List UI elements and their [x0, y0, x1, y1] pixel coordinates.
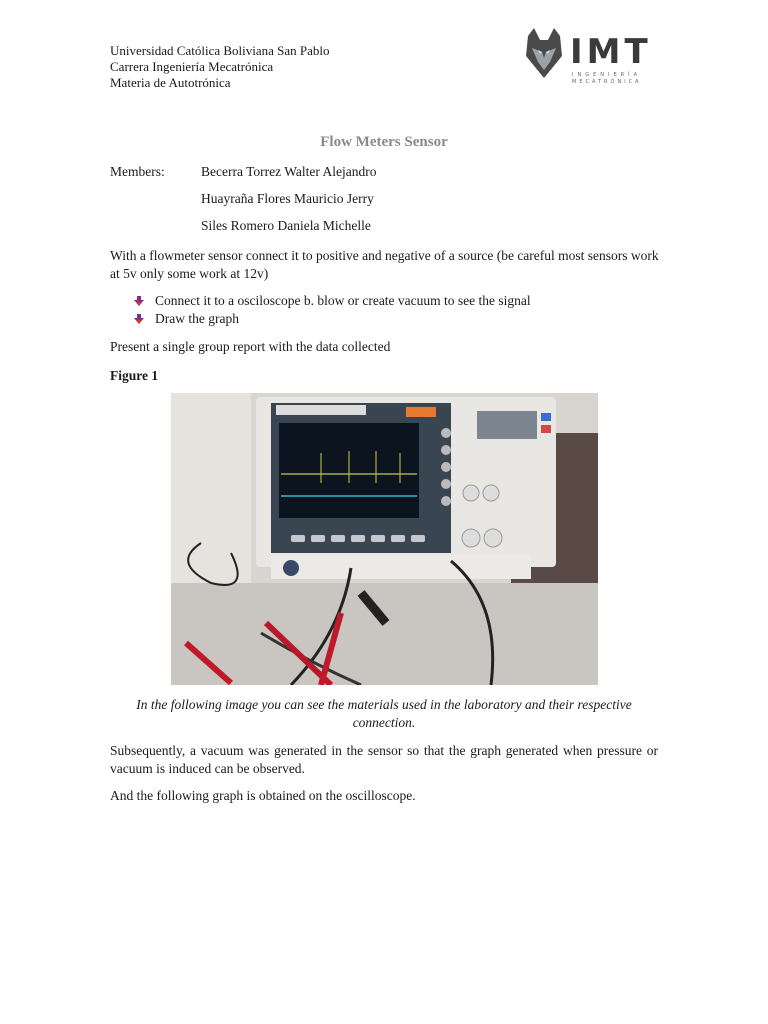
course-name: Materia de Autotrónica	[110, 75, 231, 90]
career-name: Carrera Ingeniería Mecatrónica	[110, 59, 274, 74]
document-title: Flow Meters Sensor	[320, 134, 448, 150]
body-paragraph: And the following graph is obtained on the oscilloscope.	[110, 788, 416, 803]
arrow-bullet-icon	[133, 313, 145, 325]
logo-sub1: INGENIERÍA	[572, 72, 641, 78]
university-name: Universidad Católica Boliviana San Pablo	[110, 43, 330, 58]
logo-sub2: MECATRÓNICA	[572, 79, 642, 85]
figure-caption: In the following image you can see the materials used in the laboratory and their respective connection.	[136, 697, 632, 730]
arrow-bullet-icon	[133, 295, 145, 307]
report-note: Present a single group report with the data collected	[110, 339, 391, 354]
figure-label: Figure 1	[110, 368, 159, 383]
list-item	[133, 310, 239, 328]
imt-logo	[520, 26, 660, 90]
member-name: Huayraña Flores Mauricio Jerry	[201, 191, 374, 206]
intro-paragraph: With a flowmeter sensor connect it to positive and negative of a source (be careful most sensors work at 5v only some work at 12v)	[110, 248, 659, 281]
institution-header	[110, 43, 330, 91]
members-label: Members:	[110, 164, 165, 179]
list-item	[133, 292, 531, 310]
oscilloscope-photo	[171, 393, 598, 685]
body-paragraph: Subsequently, a vacuum was generated in the sensor so that the graph generated when pressure or vacuum is induced can be observed.	[110, 743, 658, 776]
bullet-text: Connect it to a osciloscope b. blow or create vacuum to see the signal	[155, 293, 531, 308]
logo-text: IMT	[570, 32, 652, 72]
member-name: Becerra Torrez Walter Alejandro	[201, 164, 377, 179]
member-name: Siles Romero Daniela Michelle	[201, 218, 371, 233]
bullet-text: Draw the graph	[155, 311, 239, 326]
